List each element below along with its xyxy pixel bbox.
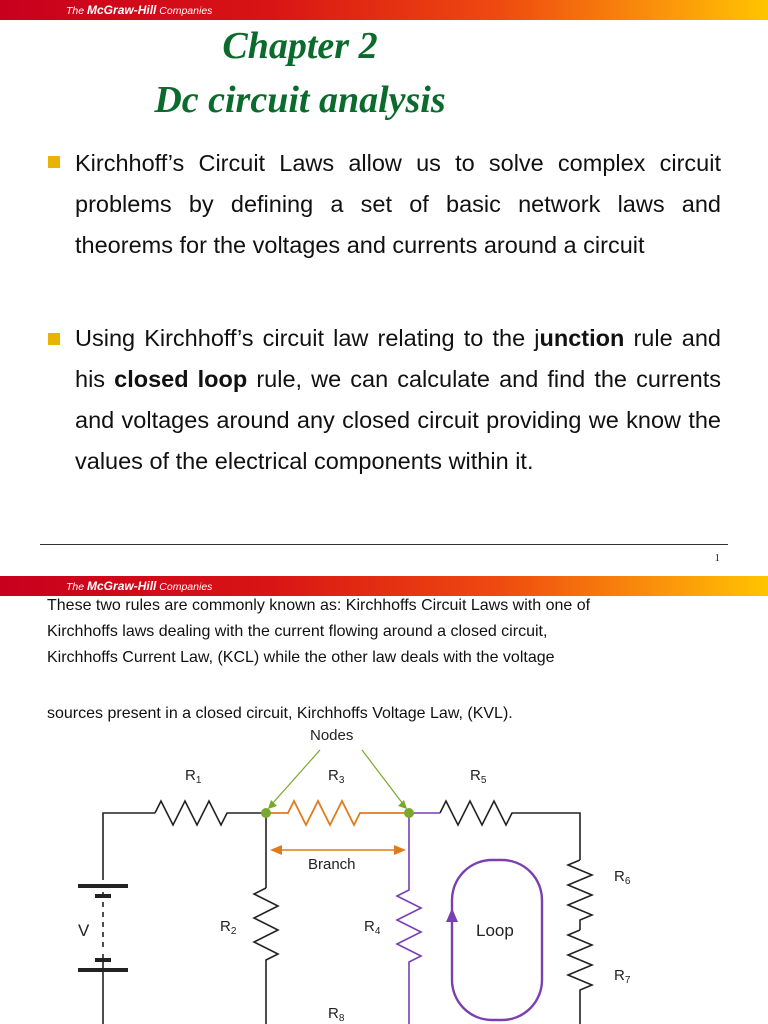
r7-label: $R_7$	[614, 967, 631, 986]
circuit-diagram	[0, 720, 768, 1024]
resistor-r1	[155, 801, 232, 825]
node-pointer-right-head	[398, 800, 407, 809]
publisher-logo: The McGraw-Hill Companies	[66, 579, 213, 593]
bullet-paragraph-1: Kirchhoff’s Circuit Laws allow us to solve complex circuit problems by defining a set of basic network laws and theorems for the voltages and currents around a circuit	[75, 150, 721, 258]
slide-footer-rule	[40, 544, 728, 545]
wire-left	[103, 813, 155, 1024]
r5-label: $R_5$	[470, 767, 487, 786]
loop-path	[452, 860, 542, 1020]
r4-label: $R_4$	[364, 918, 381, 937]
page-number: 1	[714, 552, 720, 564]
loop-arrow	[446, 908, 458, 922]
chapter-subtitle: Dc circuit analysis	[154, 79, 446, 121]
publisher-logo: The McGraw-Hill Companies	[66, 3, 213, 17]
resistor-r2	[254, 888, 278, 962]
node-dot	[261, 808, 271, 818]
intro-line-2: Kirchhoffs laws dealing with the current flowing around a closed circuit,	[47, 623, 548, 640]
loop-label: Loop	[476, 921, 514, 940]
resistor-r4	[397, 813, 421, 1024]
intro-line-3: Kirchhoffs Current Law, (KCL) while the other law deals with the voltage	[47, 649, 555, 666]
node-pointer-left	[272, 750, 320, 804]
r6-label: $R_6$	[614, 868, 631, 887]
chapter-title: Chapter 2	[222, 25, 378, 67]
wire-right	[518, 813, 580, 860]
resistor-r5	[440, 801, 518, 825]
nodes-label: Nodes	[310, 727, 354, 744]
r8-label: $R_8$	[328, 1005, 345, 1024]
node-pointer-right	[362, 750, 403, 804]
node-dot	[404, 808, 414, 818]
banner-second	[0, 576, 768, 596]
branch-arrow-left	[270, 845, 282, 855]
branch-label: Branch	[308, 856, 356, 873]
node-pointer-left-head	[268, 800, 277, 809]
intro-line-4: sources present in a closed circuit, Kirchhoffs Voltage Law, (KVL).	[47, 705, 513, 722]
r2-label: $R_2$	[220, 918, 237, 937]
resistor-r6	[568, 860, 592, 930]
banner-top	[0, 0, 768, 20]
r1-label: $R_1$	[185, 767, 202, 786]
r3-label: $R_3$	[328, 767, 345, 786]
bullet-paragraph-2: Using Kirchhoff’s circuit law relating to the junction rule and his closed loop rule, we can calculate and find the currents and voltages around any closed circuit providing we know the values of the electrical components within it.	[75, 325, 722, 474]
voltage-label: V	[78, 921, 90, 940]
intro-line-1: These two rules are commonly known as: Kirchhoffs Circuit Laws with one of	[47, 597, 591, 614]
bullet-square-icon	[48, 156, 60, 168]
resistor-r7	[568, 930, 592, 1000]
branch-arrow-right	[394, 845, 406, 855]
resistor-r3	[266, 801, 409, 825]
bullet-square-icon	[48, 333, 60, 345]
